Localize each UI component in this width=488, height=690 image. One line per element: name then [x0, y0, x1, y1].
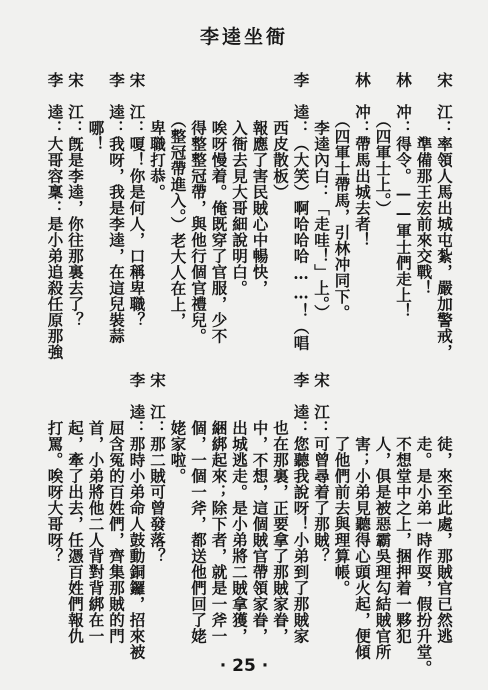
lower-text-column: 走。是小弟一時作耍，假扮升堂。 — [414, 372, 434, 676]
upper-text-column: 李 逵：大哥容稟：是小弟追殺任原那強 — [45, 72, 65, 360]
lower-text-column: 起，牽了出去，任憑百姓們報仇 — [66, 372, 85, 644]
page-title: 李逵坐衙 — [199, 26, 288, 48]
lower-text-column: 姥家啦。 — [168, 372, 188, 484]
lower-text-column: 宋 江：可曾尋着了那賊？ — [312, 372, 331, 564]
lower-text-column: 人，俱是被惡霸吳理勾結賊官所 — [373, 372, 393, 660]
lower-text-column: 屈含冤的百姓們，齊集那賊的門 — [107, 372, 126, 644]
upper-text-column: 哪！ — [86, 72, 106, 152]
upper-text-column: （四軍士上。） — [373, 72, 393, 217]
upper-text-column: 卑職打恭。 — [148, 72, 167, 200]
upper-text-column: 李 逵：我呀，我是李逵，在這兒裝蒜 — [107, 72, 126, 344]
upper-text-column: 宋 江：旣是李逵，你往那裏去了？ — [66, 72, 85, 328]
lower-text-column: 宋 江：那二賊可曾發落？ — [148, 372, 167, 564]
upper-text-column: 入衙去見大哥細說明白。 — [230, 72, 249, 296]
lower-text-column: 也在那裏，正要拿了那賊家眷， — [271, 372, 290, 644]
upper-text-column: （四軍士帶馬，引林冲同下。 — [332, 72, 352, 321]
lower-text-column: 李 逵：那時小弟命人鼓動銅鑼，招來被 — [127, 372, 147, 660]
upper-text-column: 林 冲：得令。——軍士們走上！ — [394, 72, 413, 319]
upper-text-column: 得整整冠帶，與他行個官禮兒。 — [189, 72, 208, 344]
upper-text-column: （整冠帶進入。）老大人在上， — [168, 72, 188, 329]
upper-text-column: 宋 江：嗄！你是何人，口稱卑職？ — [127, 72, 147, 328]
upper-text-column: 林 冲：帶馬出城去者！ — [353, 72, 372, 248]
upper-text-column: 李逵內白：「走哇！」上。） — [312, 72, 331, 321]
lower-text-column: 首，小弟將他二人背對背綁在一 — [86, 372, 106, 644]
lower-text-column: 出城逃走。是小弟將二賊拿獲， — [230, 372, 249, 644]
lower-text-column: 不想堂中之上，捆押着一夥犯 — [394, 372, 413, 644]
upper-text-column: 西皮散板） — [271, 72, 290, 200]
lower-text-column: 李 逵：您聽我說呀！小弟到了那賊家 — [291, 372, 311, 644]
upper-text-column: 宋 江：率領人馬出城屯紮，嚴加警戒， — [435, 72, 454, 360]
lower-text-column: 個，一個一斧，都送他們回了姥 — [189, 372, 208, 644]
lower-text-column: 綑綁起來；除下者，就是一斧一 — [209, 372, 229, 644]
upper-text-column: 唉呀慢着。俺既穿了官服，少不 — [209, 72, 229, 344]
upper-text-column: 報應了害民賊心中暢快， — [250, 72, 270, 296]
page-number: · 25 · — [219, 656, 269, 676]
upper-text-column: 李 逵：（大笑）啊哈哈哈……！（唱 — [291, 72, 311, 351]
upper-text-column: 準備那王宏前來交戰！ — [414, 72, 434, 296]
lower-text-column: 打罵。唉呀大哥呀？ — [45, 372, 65, 564]
lower-text-column: 中，不想，這個賊官帶領家眷， — [250, 372, 270, 644]
lower-text-column: 害；小弟見聽得心頭火起，便傾 — [353, 372, 372, 660]
lower-text-column: 徒，來至此處，那賊官已然逃 — [435, 372, 454, 644]
lower-text-column: 了他們前去與理算帳。 — [332, 372, 352, 596]
